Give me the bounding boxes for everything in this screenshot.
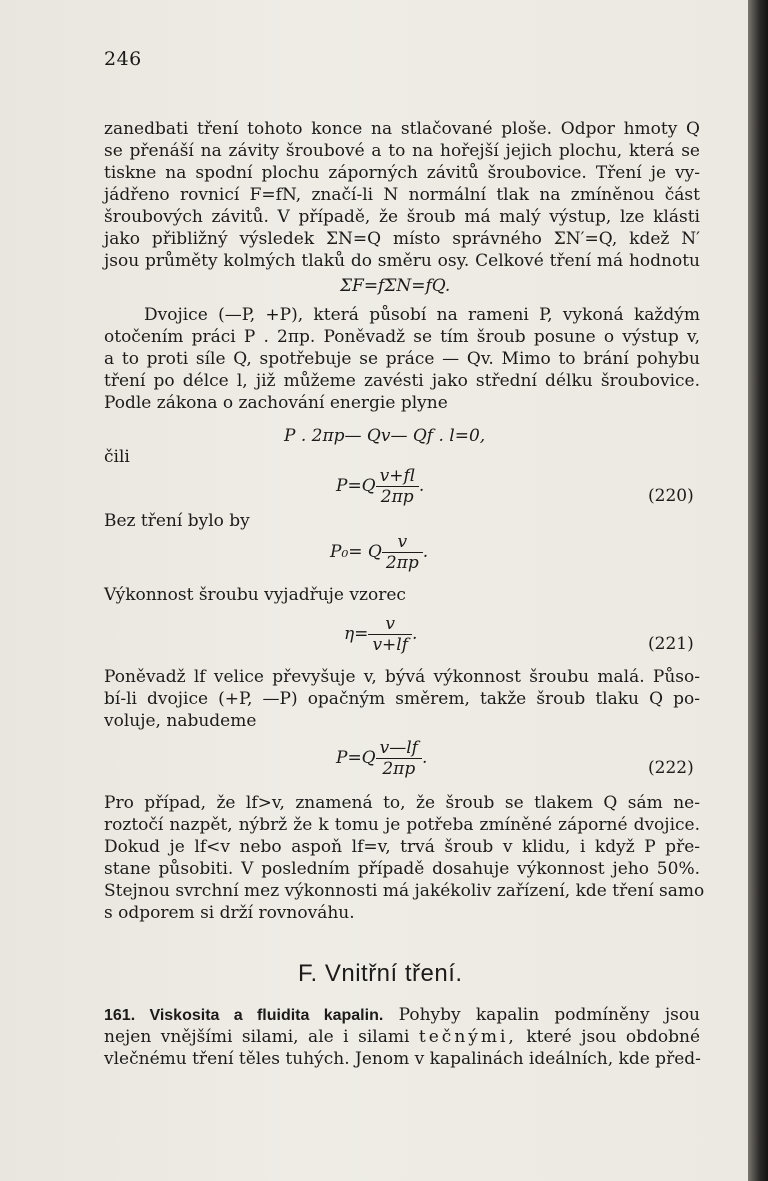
paragraph-1-line: se přenáší na závity šroubové a to na hořejší jejich plochu, která se (104, 141, 700, 161)
paragraph-4-line: Dokud je lf<v nebo aspoň lf=v, trvá šroub v klidu, i když P pře- (104, 837, 700, 857)
equation-p0 (330, 532, 428, 573)
paragraph-1-line: tiskne na spodní plochu záporných závitů šroubovice. Tření je vy- (104, 163, 700, 183)
paragraph-2-line: Dvojice (—P, +P), která působí na rameni P, vykoná každým (144, 305, 700, 325)
word-cili: čili (104, 447, 130, 467)
paragraph-1-line: jádřeno rovnicí F=fN, značí-li N normální tlak na zmíněnou část (104, 185, 700, 205)
equation-221-lhs: η= (344, 624, 369, 644)
equation-222-numerator: v—lf (379, 738, 418, 758)
paragraph-4-line: Stejnou svrchní mez výkonnosti má jakékoliv zařízení, kde tření samo (104, 881, 705, 901)
equation-p0-denominator: 2πp (382, 552, 423, 573)
paragraph-2-line: a to proti síle Q, spotřebuje se práce — Qv. Mimo to brání pohybu (104, 349, 700, 369)
equation-p0-lhs: P₀= Q (330, 542, 382, 562)
equation-221-denominator: v+lf (368, 634, 412, 655)
paragraph-1-line: jako přibližný výsledek ΣN=Q místo správného ΣN′=Q, kdež N′ (104, 229, 700, 249)
subsection-label: 161. Viskosita a fluidita kapalin. (104, 1007, 384, 1024)
paragraph-4-line: roztočí nazpět, nýbrž že k tomu je potřeba zmíněné záporné dvojice. (104, 815, 700, 835)
equation-220-lhs: P=Q (336, 476, 376, 496)
subsection-line-1 (104, 1004, 700, 1027)
equation-220-fraction (376, 466, 419, 507)
equation-221-tail: . (412, 624, 418, 644)
paragraph-3-line: voluje, nabudeme (104, 711, 257, 731)
book-spine-shadow (748, 0, 768, 1181)
equation-p0-numerator: v (397, 532, 408, 552)
equation-221-number: (221) (648, 634, 694, 654)
equation-energy: P . 2πp— Qv— Qf . l=0, (284, 426, 486, 446)
equation-220 (336, 466, 424, 507)
equation-220-denominator: 2πp (376, 486, 419, 507)
paragraph-1-line: jsou průměty kolmých tlaků do směru osy. Celkové tření má hodnotu (104, 251, 700, 271)
equation-222-lhs: P=Q (336, 748, 376, 768)
equation-220-tail: . (418, 476, 425, 496)
equation-222-fraction (376, 738, 422, 779)
subsection-line-2-end: které jsou obdobné (526, 1027, 701, 1047)
equation-222-denominator: 2πp (376, 758, 422, 779)
paragraph-4-line: s odporem si drží rovnováhu. (104, 903, 355, 923)
equation-222-tail: . (421, 748, 428, 768)
equation-221-numerator: v (385, 614, 396, 634)
subsection-line-2-start: nejen vnějšími silami, ale i silami (104, 1027, 410, 1047)
equation-220-numerator: v+fl (379, 466, 415, 486)
paragraph-2-line: tření po délce l, již můžeme zavésti jako střední délku šroubovice. (104, 371, 700, 391)
subsection-line-2 (104, 1026, 700, 1048)
equation-p0-tail: . (422, 542, 429, 562)
paragraph-2-line: otočením práci P . 2πp. Poněvadž se tím šroub posune o výstup v, (104, 327, 700, 347)
equation-total-friction: ΣF=fΣN=fQ. (340, 276, 451, 296)
equation-221-fraction (368, 614, 412, 655)
paragraph-1-line: šroubových závitů. V případě, že šroub má malý výstup, lze klásti (104, 207, 700, 227)
equation-221 (344, 614, 417, 655)
paragraph-1-line: zanedbati tření tohoto konce na stlačované ploše. Odpor hmoty Q (104, 119, 700, 139)
equation-p0-fraction (382, 532, 423, 573)
page-number: 246 (104, 48, 142, 70)
subsection-line-1-rest: Pohyby kapalin podmíněny jsou (398, 1005, 701, 1025)
subsection-line-3: vlečnému tření těles tuhých. Jenom v kapalinách ideálních, kde před- (104, 1049, 701, 1069)
paragraph-3-line: bí-li dvojice (+P, —P) opačným směrem, takže šroub tlaku Q po- (104, 689, 700, 709)
equation-222-number: (222) (648, 758, 694, 778)
paragraph-4-line: Pro případ, že lf>v, znamená to, že šroub se tlakem Q sám ne- (104, 793, 700, 813)
paragraph-2-line: Podle zákona o zachování energie plyne (104, 393, 448, 413)
equation-220-number: (220) (648, 486, 694, 506)
equation-222 (336, 738, 427, 779)
subsection-emphasis: tečnými, (418, 1027, 517, 1047)
text-without-friction: Bez tření bylo by (104, 511, 250, 531)
paragraph-3-line: Poněvadž lf velice převyšuje v, bývá výkonnost šroubu malá. Půso- (104, 667, 700, 687)
text-efficiency: Výkonnost šroubu vyjadřuje vzorec (104, 585, 406, 605)
section-heading: F. Vnitřní tření. (298, 960, 463, 987)
paragraph-4-line: stane působiti. V posledním případě dosahuje výkonnost jeho 50%. (104, 859, 700, 879)
